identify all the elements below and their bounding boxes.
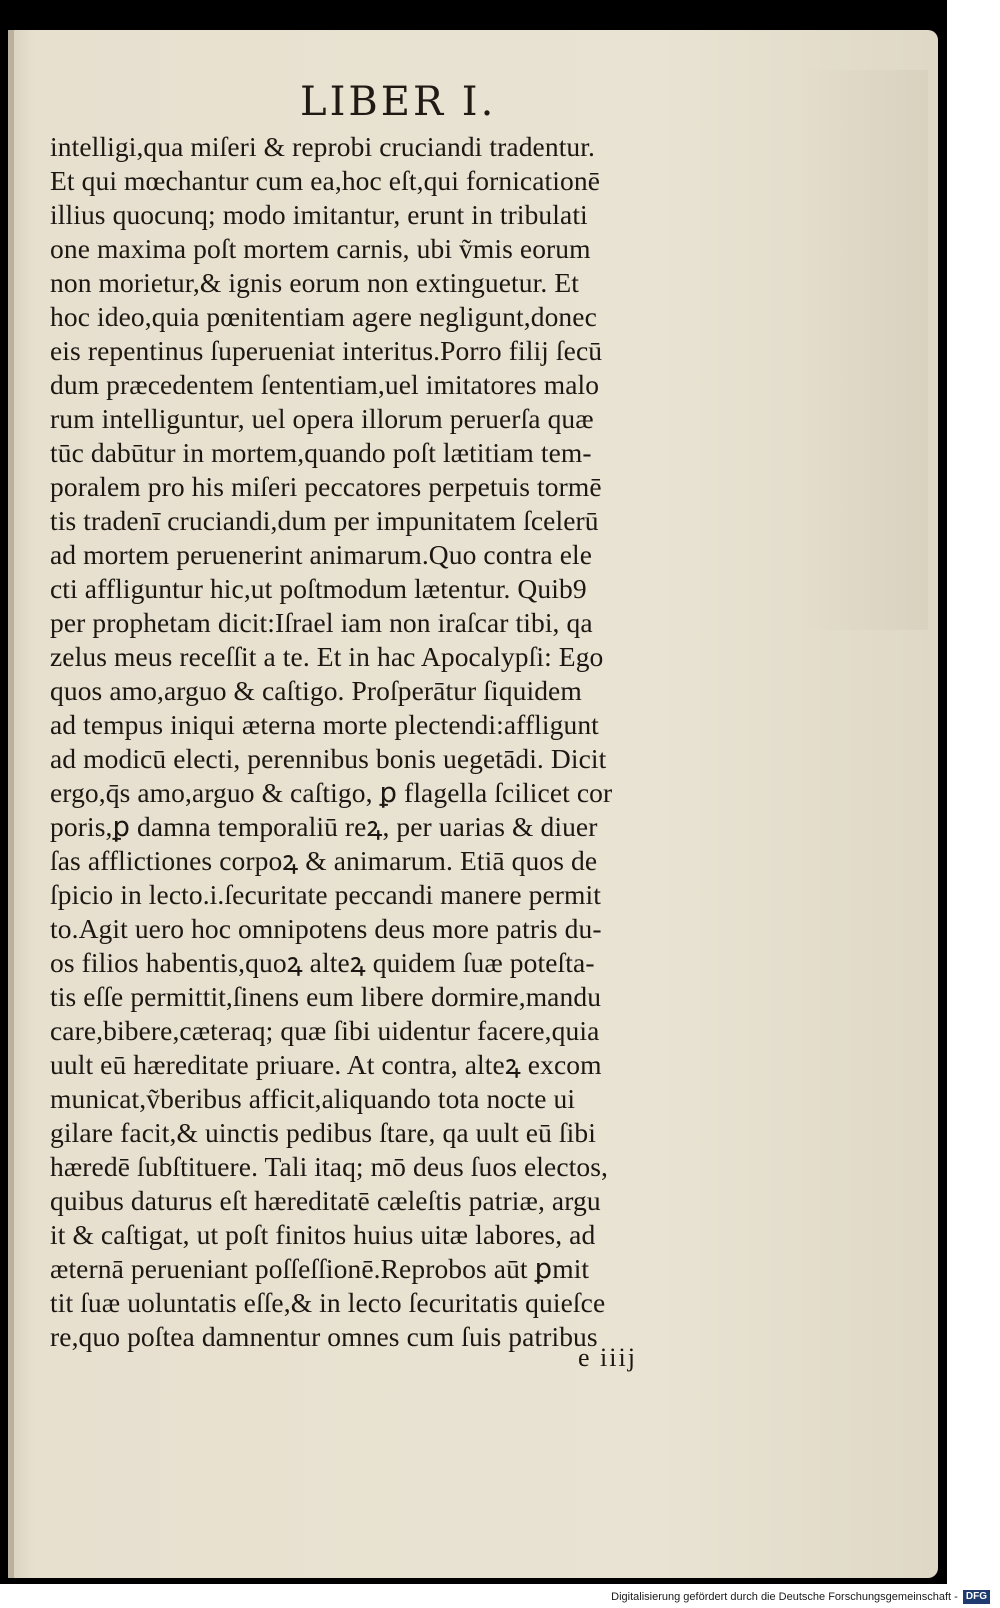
text-line: poralem pro his miſeri peccatores perpetuis tormē xyxy=(50,471,602,502)
text-line: one maxima poſt mortem carnis, ubi ṽmis eorum xyxy=(50,233,591,264)
text-line: tis tradenī cruciandi,dum per impunitatem ſcelerū xyxy=(50,505,599,536)
text-line: os filios habentis,quoꝝ alteꝝ quidem ſuæ poteſta- xyxy=(50,947,595,978)
text-line: ergo,q̄s amo,arguo & caſtigo, ꝑ flagella ſcilicet cor xyxy=(50,777,613,808)
body-text xyxy=(50,130,770,1354)
text-line: care,bibere,cæteraq; quæ ſibi uidentur facere,quia xyxy=(50,1015,600,1046)
text-line: re,quo poſtea damnentur omnes cum ſuis patribus xyxy=(50,1321,598,1352)
text-line: uult eū hæreditate priuare. At contra, alteꝝ excom xyxy=(50,1049,602,1080)
text-line: tit ſuæ uoluntatis eſſe,& in lecto ſecuritatis quieſce xyxy=(50,1287,606,1318)
text-line: per prophetam dicit:Iſrael iam non iraſcar tibi, qa xyxy=(50,607,593,638)
credit-text: Digitalisierung gefördert durch die Deutsche Forschungsgemeinschaft - xyxy=(611,1591,958,1603)
text-line: intelligi,qua miſeri & reprobi cruciandi tradentur. xyxy=(50,131,596,162)
digitization-credit xyxy=(590,1588,990,1606)
text-line: cti affliguntur hic,ut poſtmodum lætentur. Quib9 xyxy=(50,573,587,604)
text-line: zelus meus receſſit a te. Et in hac Apocalypſi: Ego xyxy=(50,641,604,672)
text-line: ſas afflictiones corpoꝝ & animarum. Etiā quos de xyxy=(50,845,598,876)
text-line: quibus daturus eſt hæreditatē cæleſtis patriæ, argu xyxy=(50,1185,601,1216)
dfg-logo: DFG xyxy=(963,1590,990,1604)
text-line: municat,ṽberibus afficit,aliquando tota nocte ui xyxy=(50,1083,576,1114)
text-line: non morietur,& ignis eorum non extinguetur. Et xyxy=(50,267,579,298)
text-line: gilare facit,& uinctis pedibus ſtare, qa uult eū ſibi xyxy=(50,1117,596,1148)
signature-mark: e iiij xyxy=(578,1343,637,1372)
text-line: hæredē ſubſtituere. Tali itaq; mō deus ſuos electos, xyxy=(50,1151,608,1182)
text-line: poris,ꝑ damna temporaliū reꝝ, per uarias & diuer xyxy=(50,811,598,842)
text-line: to.Agit uero hoc omnipotens deus more patris du- xyxy=(50,913,602,944)
page-binding-edge xyxy=(8,30,14,1578)
text-line: tūc dabūtur in mortem,quando poſt lætitiam tem- xyxy=(50,437,592,468)
text-line: Et qui mœchantur cum ea,hoc eſt,qui fornicationē xyxy=(50,165,601,196)
text-line: ad modicū electi, perennibus bonis uegetādi. Dicit xyxy=(50,743,607,774)
running-header: LIBER I. xyxy=(300,79,497,125)
text-line: ad tempus iniqui æterna morte plectendi:affligunt xyxy=(50,709,599,740)
text-line: ſpicio in lecto.i.ſecuritate peccandi manere permit xyxy=(50,879,602,910)
text-line: illius quocunq; modo imitantur, erunt in tribulati xyxy=(50,199,588,230)
text-line: dum præcedentem ſententiam,uel imitatores malo xyxy=(50,369,600,400)
text-line: ad mortem peruenerint animarum.Quo contra ele xyxy=(50,539,593,570)
text-line: rum intelliguntur, uel opera illorum peruerſa quæ xyxy=(50,403,594,434)
text-line: tis eſſe permittit,ſinens eum libere dormire,mandu xyxy=(50,981,602,1012)
text-line: quos amo,arguo & caſtigo. Proſperātur ſiquidem xyxy=(50,675,582,706)
text-line: æternā perueniant poſſeſſionē.Reprobos aūt ꝑmit xyxy=(50,1253,590,1284)
text-line: eis repentinus ſuperueniat interitus.Porro filij ſecū xyxy=(50,335,603,366)
text-line: it & caſtigat, ut poſt finitos huius uitæ labores, ad xyxy=(50,1219,596,1250)
show-through xyxy=(800,70,928,630)
text-line: hoc ideo,quia pœnitentiam agere negligunt,donec xyxy=(50,301,597,332)
